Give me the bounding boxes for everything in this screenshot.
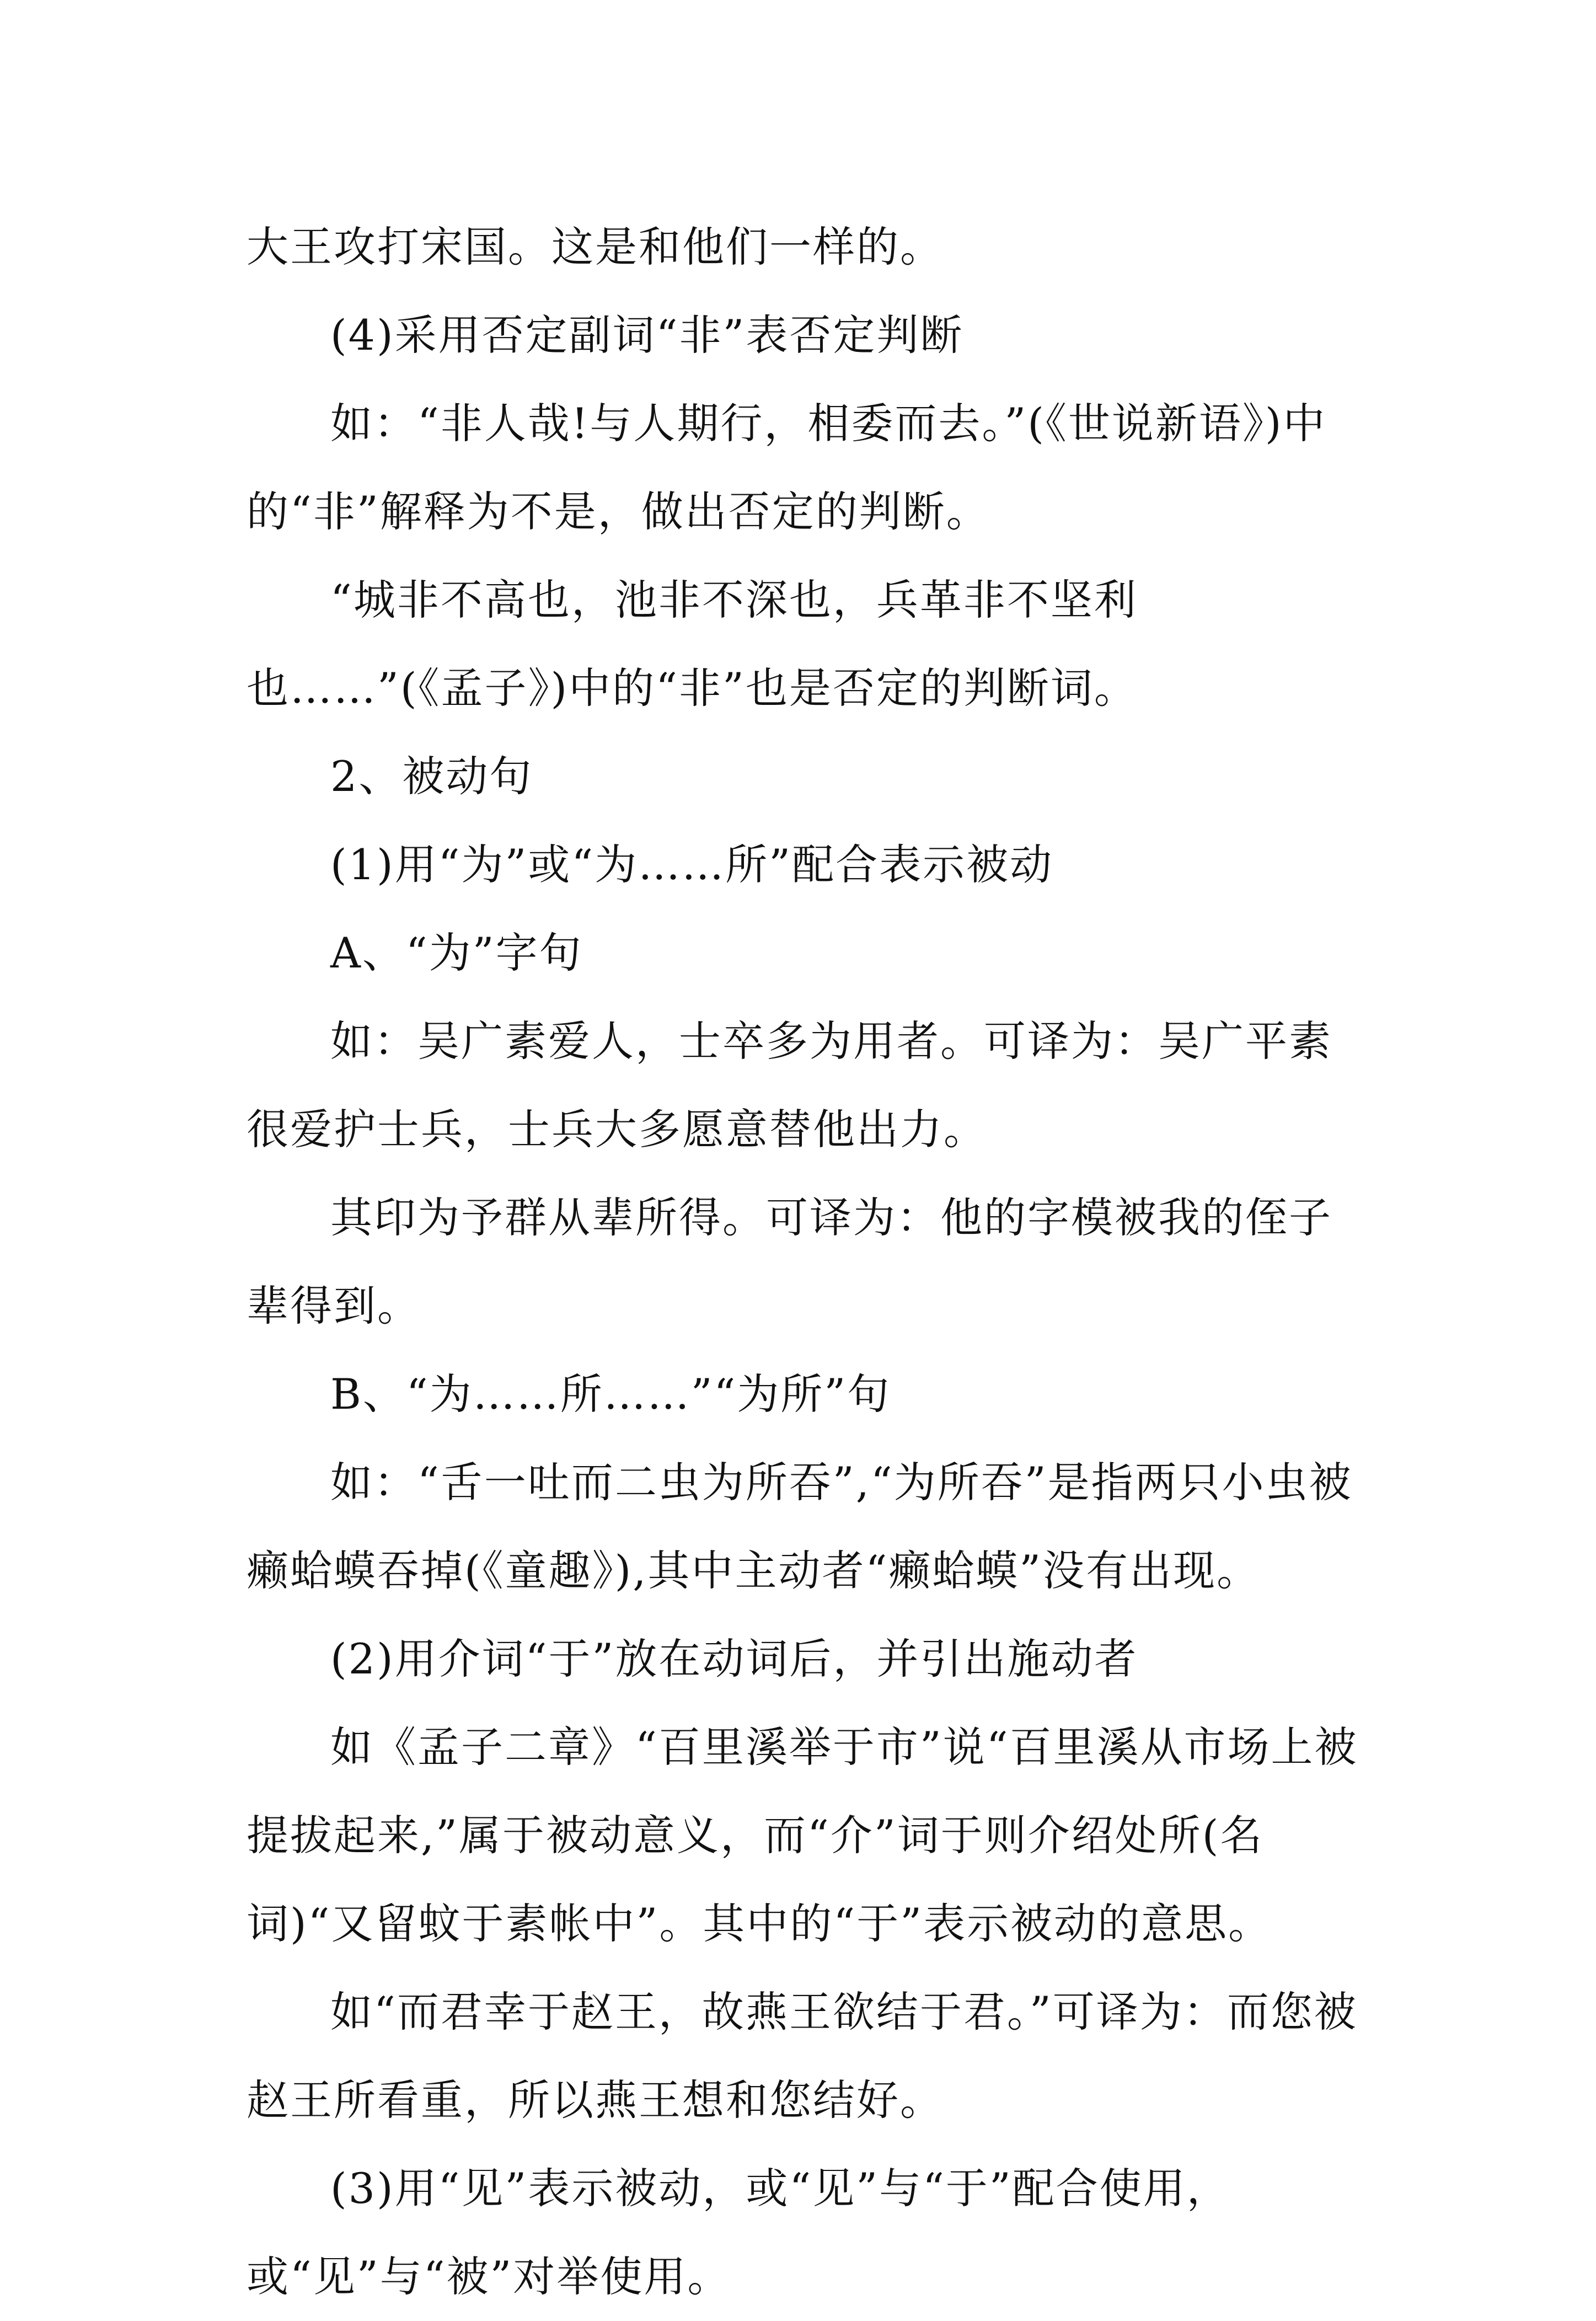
paragraph-1: 大王攻打宋国。这是和他们一样的。 — [247, 222, 944, 271]
paragraph-15: (3)用“见”表示被动，或“见”与“于”配合使用，或“见”与“被”对举使用。 — [247, 2164, 1230, 2301]
document-body — [247, 203, 1366, 2321]
paragraph-11: 如：“舌一吐而二虫为所吞”,“为所吞”是指两只小虫被癞蛤蟆吞掉(《童趣》),其中主动者“癞蛤蟆”没有出现。 — [247, 1458, 1353, 1595]
paragraph-9: 其印为予群从辈所得。可译为：他的字模被我的侄子辈得到。 — [247, 1193, 1332, 1330]
subheading-a: A、“为”字句 — [330, 928, 583, 977]
paragraph-4: “城非不高也，池非不深也，兵革非不坚利也……”(《孟子》)中的“非”也是否定的判断词。 — [247, 575, 1138, 713]
paragraph-6: (1)用“为”或“为……所”配合表示被动 — [330, 840, 1054, 889]
paragraph-2: (4)采用否定副词“非”表否定判断 — [330, 311, 964, 360]
subheading-b: B、“为……所……”“为所”句 — [330, 1370, 891, 1419]
paragraph-3: 如：“非人哉!与人期行，相委而去。”(《世说新语》)中的“非”解释为不是，做出否定的判断。 — [247, 399, 1327, 536]
paragraph-8: 如：吴广素爱人，士卒多为用者。可译为：吴广平素很爱护士兵，士兵大多愿意替他出力。 — [247, 1017, 1332, 1154]
paragraph-14: 如“而君幸于赵王，故燕王欲结于君。”可译为：而您被赵王所看重，所以燕王想和您结好。 — [247, 1987, 1358, 2125]
paragraph-12: (2)用介词“于”放在动词后，并引出施动者 — [330, 1634, 1138, 1683]
paragraph-13: 如《孟子二章》“百里溪举于市”说“百里溪从市场上被提拔起来,”属于被动意义，而“介”词于则介绍处所(名词)“又留蚊于素帐中”。其中的“于”表示被动的意思。 — [247, 1723, 1358, 1948]
section-heading-passive: 2、被动句 — [330, 752, 533, 801]
